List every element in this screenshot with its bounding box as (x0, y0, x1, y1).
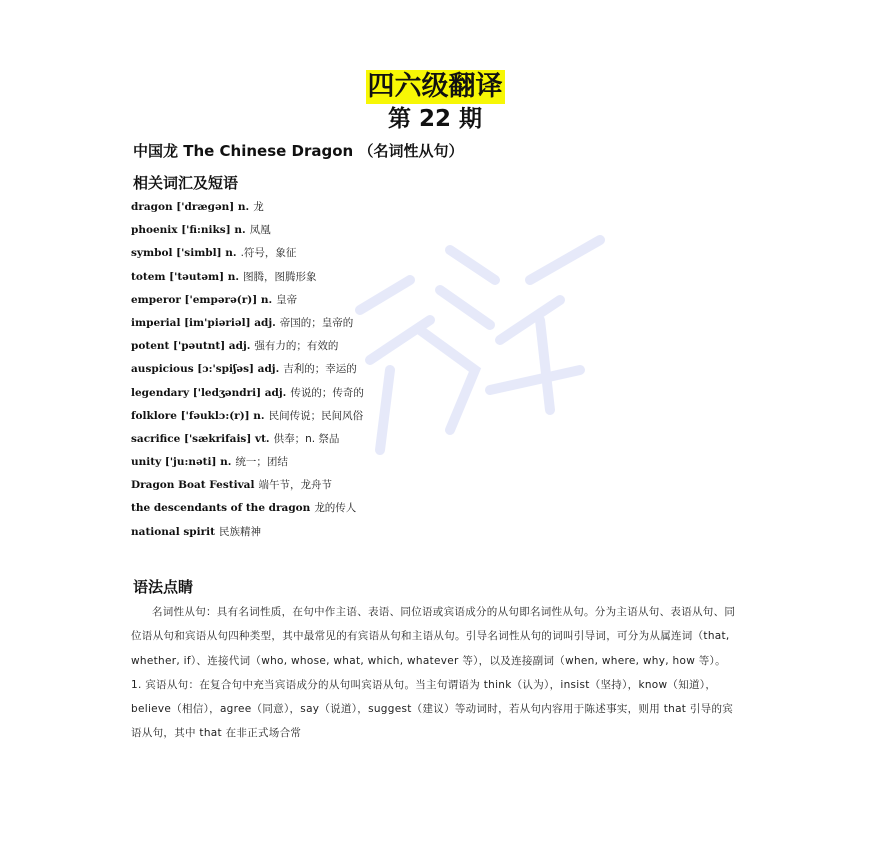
vocab-item (131, 474, 364, 497)
vocab-term: emperor ['empərə(r)] n. (131, 293, 273, 306)
vocab-item (131, 219, 364, 242)
vocab-item (131, 312, 364, 335)
vocab-meaning: 图腾，图腾形象 (243, 270, 317, 283)
vocab-meaning: 强有力的；有效的 (254, 340, 339, 353)
vocab-term: dragon ['dræɡən] n. (131, 201, 250, 213)
vocab-term: totem ['təutəm] n. (131, 270, 240, 283)
vocab-term: national spirit (131, 525, 215, 538)
grammar-paragraph: 1. 宾语从句：在复合句中充当宾语成分的从句叫宾语从句。当主句谓语为 think（认为），insist（坚持），know（知道）， believe（相信），agree（同意），say（说道），suggest（建议）等动词时，若从句内容用于陈述事实，则用 that 引导的宾语从句，其中 that 在非正式场合常 (131, 678, 734, 740)
document-title: 四六级翻译 (367, 71, 503, 102)
vocab-item (131, 451, 364, 474)
vocab-item (131, 405, 364, 428)
vocab-term: potent ['pəutnt] adj. (131, 340, 251, 353)
vocab-item (131, 497, 364, 520)
vocab-meaning: 传说的；传奇的 (290, 386, 364, 399)
vocab-term: unity ['ju:nəti] n. (131, 456, 232, 469)
vocab-term: phoenix ['fi:niks] n. (131, 224, 246, 237)
vocab-term: Dragon Boat Festival (131, 479, 255, 492)
vocab-meaning: 供奉；n. 祭品 (273, 432, 340, 445)
vocab-term: folklore ['fəuklɔ:(r)] n. (131, 409, 265, 422)
vocab-heading: 相关词汇及短语 (133, 174, 239, 192)
topic-heading: 中国龙 The Chinese Dragon （名词性从句） (133, 142, 464, 160)
vocab-item (131, 382, 364, 405)
vocab-meaning: 龙 (253, 201, 264, 213)
vocab-meaning: 凤凰 (249, 224, 271, 237)
vocab-meaning: 皇帝 (276, 293, 298, 306)
grammar-heading: 语法点睛 (133, 578, 194, 596)
vocab-meaning: 民间传说；民间风俗 (268, 409, 364, 422)
grammar-body (131, 600, 743, 746)
vocab-item (131, 242, 364, 265)
vocab-meaning: 帝国的；皇帝的 (279, 316, 354, 329)
issue-number: 第 22 期 (387, 106, 483, 132)
vocab-meaning: .符号，象征 (240, 247, 297, 260)
vocab-meaning: 龙的传人 (314, 502, 357, 515)
vocab-list (131, 196, 364, 544)
vocab-item (131, 266, 364, 289)
vocab-term: sacrifice ['sækrifais] vt. (131, 432, 270, 445)
vocab-meaning: 统一；团结 (235, 456, 288, 469)
vocab-meaning: 吉利的；幸运的 (283, 363, 357, 376)
vocab-item (131, 358, 364, 381)
vocab-item (131, 335, 364, 358)
vocab-term: legendary ['ledʒəndri] adj. (131, 386, 287, 399)
vocab-item (131, 196, 364, 219)
vocab-term: the descendants of the dragon (131, 502, 311, 515)
vocab-item (131, 428, 364, 451)
vocab-term: auspicious [ɔ:'spiʃəs] adj. (131, 363, 280, 376)
vocab-meaning: 民族精神 (218, 525, 261, 538)
vocab-item (131, 521, 364, 544)
grammar-paragraph: 名词性从句：具有名词性质，在句中作主语、表语、同位语或宾语成分的从句即名词性从句。分为主语从句、表语从句、同位语从句和宾语从句四种类型，其中最常见的有宾语从句和主语从句。引导名词性从句的词叫引导词，可分为从属连词（that, whether, if）、连接代词（who, whose, what, which, whatever 等），以及连接副词（when, where, why, how 等）。 (131, 606, 736, 667)
vocab-item (131, 289, 364, 312)
vocab-term: imperial [im'piəriəl] adj. (131, 316, 276, 329)
vocab-meaning: 端午节，龙舟节 (258, 479, 332, 492)
vocab-term: symbol ['simbl] n. (131, 247, 237, 260)
